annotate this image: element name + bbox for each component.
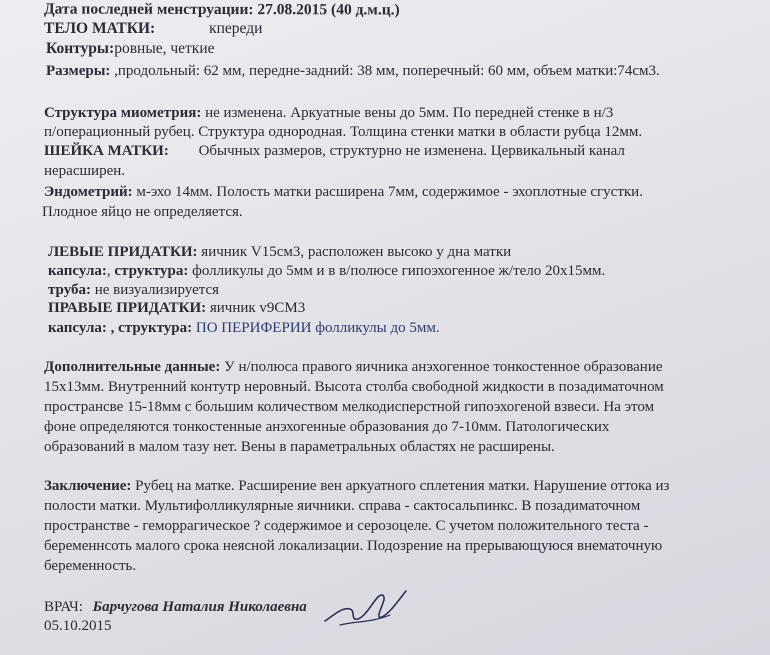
uterus-contours-line: [46, 40, 215, 58]
cervix-line-2: [44, 162, 125, 180]
left-structure-value: фолликулы до 5мм и в в/полюсе гипоэхогенное ж/тело 20х15мм.: [192, 263, 606, 279]
additional-line-4: [44, 418, 609, 436]
uterus-position: кпереди: [209, 20, 263, 37]
left-tube-line: [48, 281, 219, 299]
right-adnexa-ovary: яичник v9СМ3: [209, 300, 306, 316]
cervix-line-1: [44, 142, 625, 160]
additional-line-5: [44, 438, 555, 456]
left-capsule-label: капсула:: [48, 263, 107, 279]
doctor-date-line: [44, 617, 112, 635]
conclusion-line-2: [44, 497, 640, 515]
doctor-label: ВРАЧ:: [44, 599, 83, 615]
left-tube-label: труба:: [48, 282, 91, 298]
cervix-text-1: Обычных размеров, структурно не изменена. Цервикальный канал: [198, 143, 625, 159]
conclusion-text-1: Рубец на матке. Расширение вен аркуатного сплетения матки. Нарушение оттока из: [135, 478, 670, 494]
conclusion-line-1: [44, 477, 669, 495]
uterus-size-label: Размеры:: [46, 63, 111, 79]
conclusion-text-4: беременнсоть малого срока неясной локализации. Подозрение на прерывающуюся внематочную: [44, 538, 663, 554]
conclusion-text-5: беременность.: [44, 558, 137, 574]
handwritten-signature-icon: [320, 585, 410, 630]
conclusion-line-3: [44, 517, 649, 535]
myometrium-label: Структура миометрия:: [44, 105, 202, 121]
additional-line-2: [44, 378, 664, 396]
endometrium-line-1: [44, 183, 643, 201]
additional-text-4: фоне определяются тонкостенные анэхогенные образования до 7-10мм. Патологических: [44, 419, 610, 435]
uterus-size-value: ,продольный: 62 мм, передне-задний: 38 мм, поперечный: 60 мм, объем матки:74см3.: [114, 63, 660, 79]
uterus-heading-line: [44, 20, 262, 38]
conclusion-line-5: [44, 557, 136, 575]
myometrium-text-1: не изменена. Аркуатные вены до 5мм. По передней стенке в н/3: [205, 105, 614, 121]
additional-text-5: образований в малом тазу нет. Вены в параметральных областях не расширены.: [44, 439, 555, 455]
left-adnexa-capsule-line: [48, 262, 605, 280]
right-structure-value: ПО ПЕРИФЕРИИ фолликулы до 5мм.: [195, 320, 440, 336]
uterus-contours-label: Контуры:: [46, 40, 115, 57]
additional-text-1: У н/полюса правого яичника анэхогенное тонкостенное образование: [224, 359, 663, 375]
doctor-line: [44, 598, 307, 616]
conclusion-text-3: пространстве - геморрагическое ? содержимое и серозоцеле. С учетом положительного теста -: [44, 518, 649, 534]
myometrium-line-1: [44, 104, 613, 122]
right-adnexa-heading: ПРАВЫЕ ПРИДАТКИ:: [48, 300, 207, 316]
last-period-label: Дата последней менструации:: [43, 0, 254, 19]
doctor-name: Барчугова Наталия Николаевна: [92, 599, 307, 615]
left-tube-value: не визуализируется: [94, 282, 220, 298]
report-date: 05.10.2015: [44, 618, 112, 634]
conclusion-line-4: [44, 537, 662, 555]
conclusion-label: Заключение:: [44, 478, 132, 494]
endometrium-label: Эндометрий:: [44, 184, 133, 200]
left-capsule-sep: ,: [106, 263, 115, 279]
uterus-size-line: [46, 62, 660, 80]
right-adnexa-capsule-line: [48, 319, 440, 337]
endometrium-text-2: Плодное яйцо не определяется.: [42, 204, 243, 220]
additional-text-2: 15х13мм. Внутренний контутр неровный. Высота столба свободной жидкости в позадиматочном: [44, 379, 664, 395]
left-adnexa-heading: ЛЕВЫЕ ПРИДАТКИ:: [48, 244, 198, 260]
additional-line-3: [44, 398, 654, 416]
right-adnexa-line: [48, 299, 305, 317]
additional-label: Дополнительные данные:: [44, 359, 221, 375]
endometrium-line-2: [42, 203, 243, 221]
last-period-value: 27.08.2015 (40 д.м.ц.): [257, 1, 400, 19]
left-adnexa-ovary: яичник V15см3, расположен высоко у дна матки: [201, 244, 512, 260]
cervix-text-2: нерасширен.: [44, 163, 126, 179]
left-structure-label: структура:: [114, 263, 189, 279]
uterus-heading: ТЕЛО МАТКИ:: [44, 20, 156, 37]
additional-line-1: [44, 358, 663, 376]
left-adnexa-line: [48, 243, 511, 261]
additional-text-3: пространсве 15-18мм с большим количеством мелкодисперстной гипоэхогеной взвеси. На этом: [44, 399, 655, 415]
uterus-contours-value: ровные, четкие: [114, 40, 215, 57]
endometrium-text-1: м-эхо 14мм. Полость матки расширена 7мм, содержимое - эхоплотные сгустки.: [136, 184, 643, 200]
right-structure-label: структура:: [118, 320, 193, 336]
cervix-heading: ШЕЙКА МАТКИ:: [44, 143, 169, 159]
conclusion-text-2: полости матки. Мультифолликулярные яичники. справа - сактосальпинкс. В позадиматочном: [44, 498, 641, 514]
last-period-line: [44, 1, 400, 20]
myometrium-text-2: п/операционный рубец. Структура однородная. Толщина стенки матки в области рубца 12мм.: [44, 124, 643, 140]
right-capsule-label: капсула:: [48, 320, 107, 336]
myometrium-line-2: [44, 123, 642, 141]
right-capsule-sep: ,: [106, 320, 119, 336]
